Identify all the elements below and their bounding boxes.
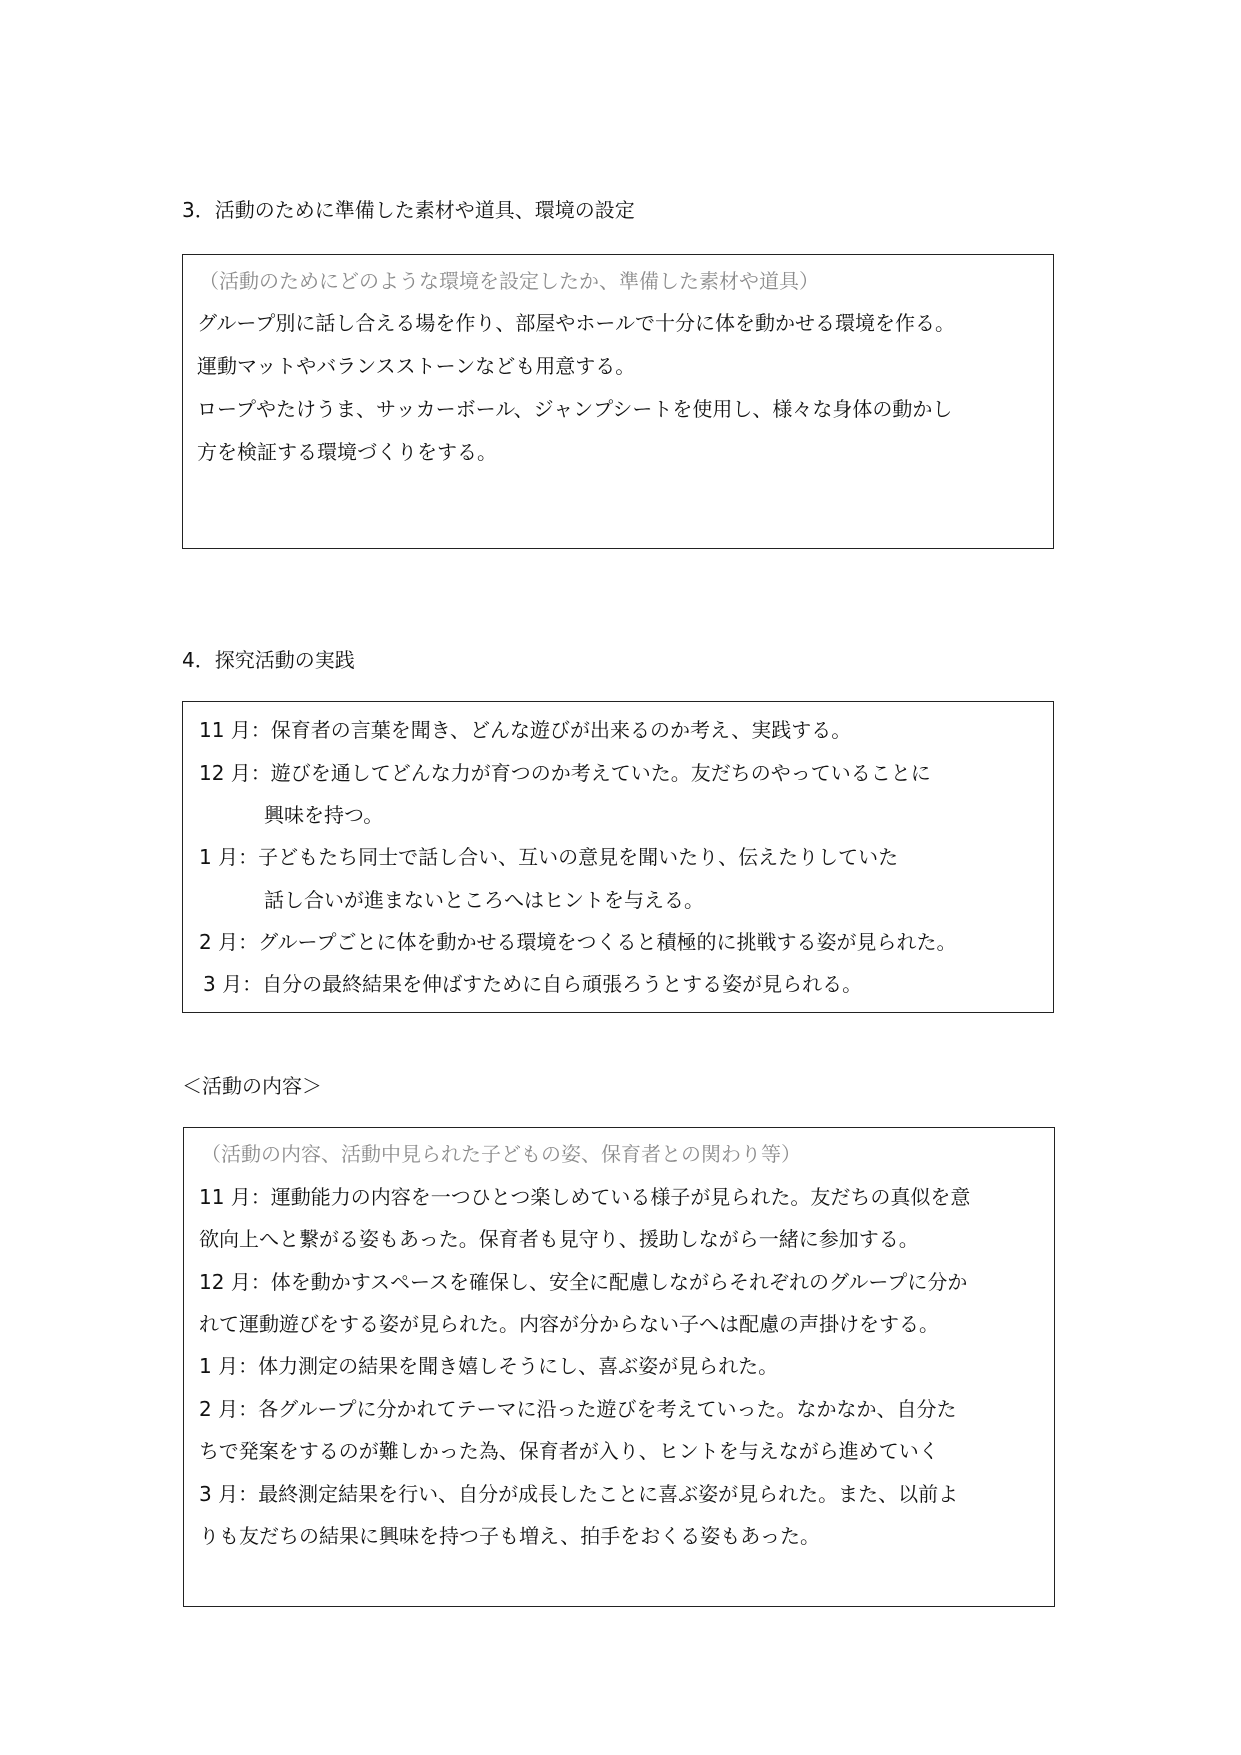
section3-heading: 3．活動のために準備した素材や道具、環境の設定 xyxy=(182,198,635,222)
section4-line-5: 話し合いが進まないところへはヒントを与える。 xyxy=(264,888,704,912)
section3-box xyxy=(182,254,1054,549)
section3-line-3: ロープやたけうま、サッカーボール、ジャンプシートを使用し、様々な身体の動かし xyxy=(197,397,953,421)
activity-line-5: 1 月：体力測定の結果を聞き嬉しそうにし、喜ぶ姿が見られた。 xyxy=(199,1354,779,1378)
section3-line-1: グループ別に話し合える場を作り、部屋やホールで十分に体を動かせる環境を作る。 xyxy=(197,311,955,335)
activity-line-3: 12 月：体を動かすスペースを確保し、安全に配慮しながらそれぞれのグループに分か xyxy=(199,1270,968,1294)
section4-line-7: 3 月：自分の最終結果を伸ばすために自ら頑張ろうとする姿が見られる。 xyxy=(203,972,863,996)
activity-placeholder: （活動の内容、活動中見られた子どもの姿、保育者との関わり等） xyxy=(201,1142,801,1166)
section4-line-2: 12 月：遊びを通してどんな力が育つのか考えていた。友だちのやっていることに xyxy=(199,761,931,785)
section4-line-1: 11 月：保育者の言葉を聞き、どんな遊びが出来るのか考え、実践する。 xyxy=(199,718,852,742)
section4-line-3: 興味を持つ。 xyxy=(264,803,384,827)
activity-line-9: りも友だちの結果に興味を持つ子も増え、拍手をおくる姿もあった。 xyxy=(199,1524,820,1548)
section4-box xyxy=(182,701,1054,1013)
activity-line-4: れて運動遊びをする姿が見られた。内容が分からない子へは配慮の声掛けをする。 xyxy=(199,1312,939,1336)
section3-line-4: 方を検証する環境づくりをする。 xyxy=(197,440,497,464)
section4-heading: 4．探究活動の実践 xyxy=(182,648,355,672)
activity-line-1: 11 月：運動能力の内容を一つひとつ楽しめている様子が見られた。友だちの真似を意 xyxy=(199,1185,971,1209)
activity-box xyxy=(183,1127,1055,1607)
activity-line-2: 欲向上へと繋がる姿もあった。保育者も見守り、援助しながら一緒に参加する。 xyxy=(199,1227,919,1251)
section4-line-4: 1 月：子どもたち同士で話し合い、互いの意見を聞いたり、伝えたりしていた xyxy=(199,845,899,869)
section4-line-6: 2 月：グループごとに体を動かせる環境をつくると積極的に挑戦する姿が見られた。 xyxy=(199,930,957,954)
activity-line-8: 3 月：最終測定結果を行い、自分が成長したことに喜ぶ姿が見られた。また、以前よ xyxy=(199,1482,959,1506)
section3-line-2: 運動マットやバランスストーンなども用意する。 xyxy=(197,354,636,378)
activity-line-6: 2 月：各グループに分かれてテーマに沿った遊びを考えていった。なかなか、自分た xyxy=(199,1397,957,1421)
section3-placeholder: （活動のためにどのような環境を設定したか、準備した素材や道具） xyxy=(199,269,819,293)
activity-line-7: ちで発案をするのが難しかった為、保育者が入り、ヒントを与えながら進めていく xyxy=(199,1439,939,1463)
activity-heading: ＜活動の内容＞ xyxy=(182,1074,322,1098)
